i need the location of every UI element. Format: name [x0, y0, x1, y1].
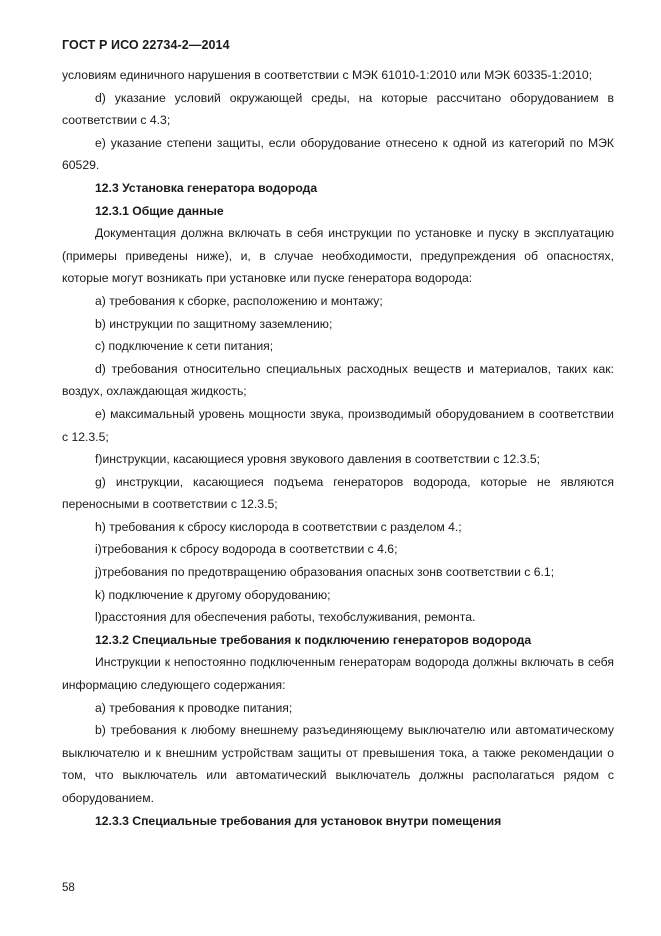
subsection-heading: 12.3.1 Общие данные — [95, 203, 224, 218]
list-item: a) требования к сборке, расположению и монтажу; — [95, 293, 383, 308]
document-body — [62, 64, 614, 832]
page-number: 58 — [62, 882, 75, 894]
list-item: e) максимальный уровень мощности звука, производимый оборудованием в соответствии с 12.3.5; — [62, 406, 614, 444]
subsection-heading: 12.3.3 Специальные требования для установок внутри помещения — [95, 813, 502, 828]
list-item: l)расстояния для обеспечения работы, техобслуживания, ремонта. — [95, 610, 476, 625]
list-item: f)инструкции, касающиеся уровня звукового давления в соответствии с 12.3.5; — [95, 452, 540, 467]
list-item: b) инструкции по защитному заземлению; — [95, 316, 333, 331]
subsection-heading: 12.3.2 Специальные требования к подключению генераторов водорода — [95, 632, 532, 647]
list-item: b) требования к любому внешнему разъединяющему выключателю или автоматическому выключателю и к внешним устройствам защиты от превышения тока, а также рекомендации о том, что выключатель или автоматический выключатель должны располагаться рядом с оборудованием. — [62, 723, 614, 805]
list-item: g) инструкции, касающиеся подъема генераторов водорода, которые не являются переносными в соответствии с 12.3.5; — [62, 474, 614, 512]
list-item: a) требования к проводке питания; — [95, 700, 293, 715]
body-paragraph: Инструкции к непостоянно подключенным генераторам водорода должны включать в себя информацию следующего содержания: — [62, 655, 614, 693]
list-item: e) указание степени защиты, если оборудование отнесено к одной из категорий по МЭК 60529. — [62, 135, 614, 173]
list-item: h) требования к сбросу кислорода в соответствии с разделом 4.; — [95, 519, 462, 534]
body-paragraph: условиям единичного нарушения в соответствии с МЭК 61010-1:2010 или МЭК 60335-1:2010; — [62, 68, 593, 82]
document-header: ГОСТ Р ИСО 22734-2—2014 — [62, 38, 230, 52]
list-item: i)требования к сбросу водорода в соответствии с 4.6; — [95, 542, 398, 557]
list-item: d) указание условий окружающей среды, на которые рассчитано оборудованием в соответствии с 4.3; — [62, 90, 614, 128]
list-item: j)требования по предотвращению образования опасных зонв соответствии с 6.1; — [95, 565, 555, 580]
list-item: k) подключение к другому оборудованию; — [95, 587, 331, 602]
list-item: c) подключение к сети питания; — [95, 339, 274, 354]
body-paragraph: Документация должна включать в себя инструкции по установке и пуску в эксплуатацию (примеры приведены ниже), и, в случае необходимости, предупреждения об опасностях, которые могут возникать при установке или пуске генератора водорода: — [62, 226, 614, 286]
list-item: d) требования относительно специальных расходных веществ и материалов, таких как: воздух, охлаждающая жидкость; — [62, 361, 614, 399]
section-heading: 12.3 Установка генератора водорода — [95, 180, 318, 195]
